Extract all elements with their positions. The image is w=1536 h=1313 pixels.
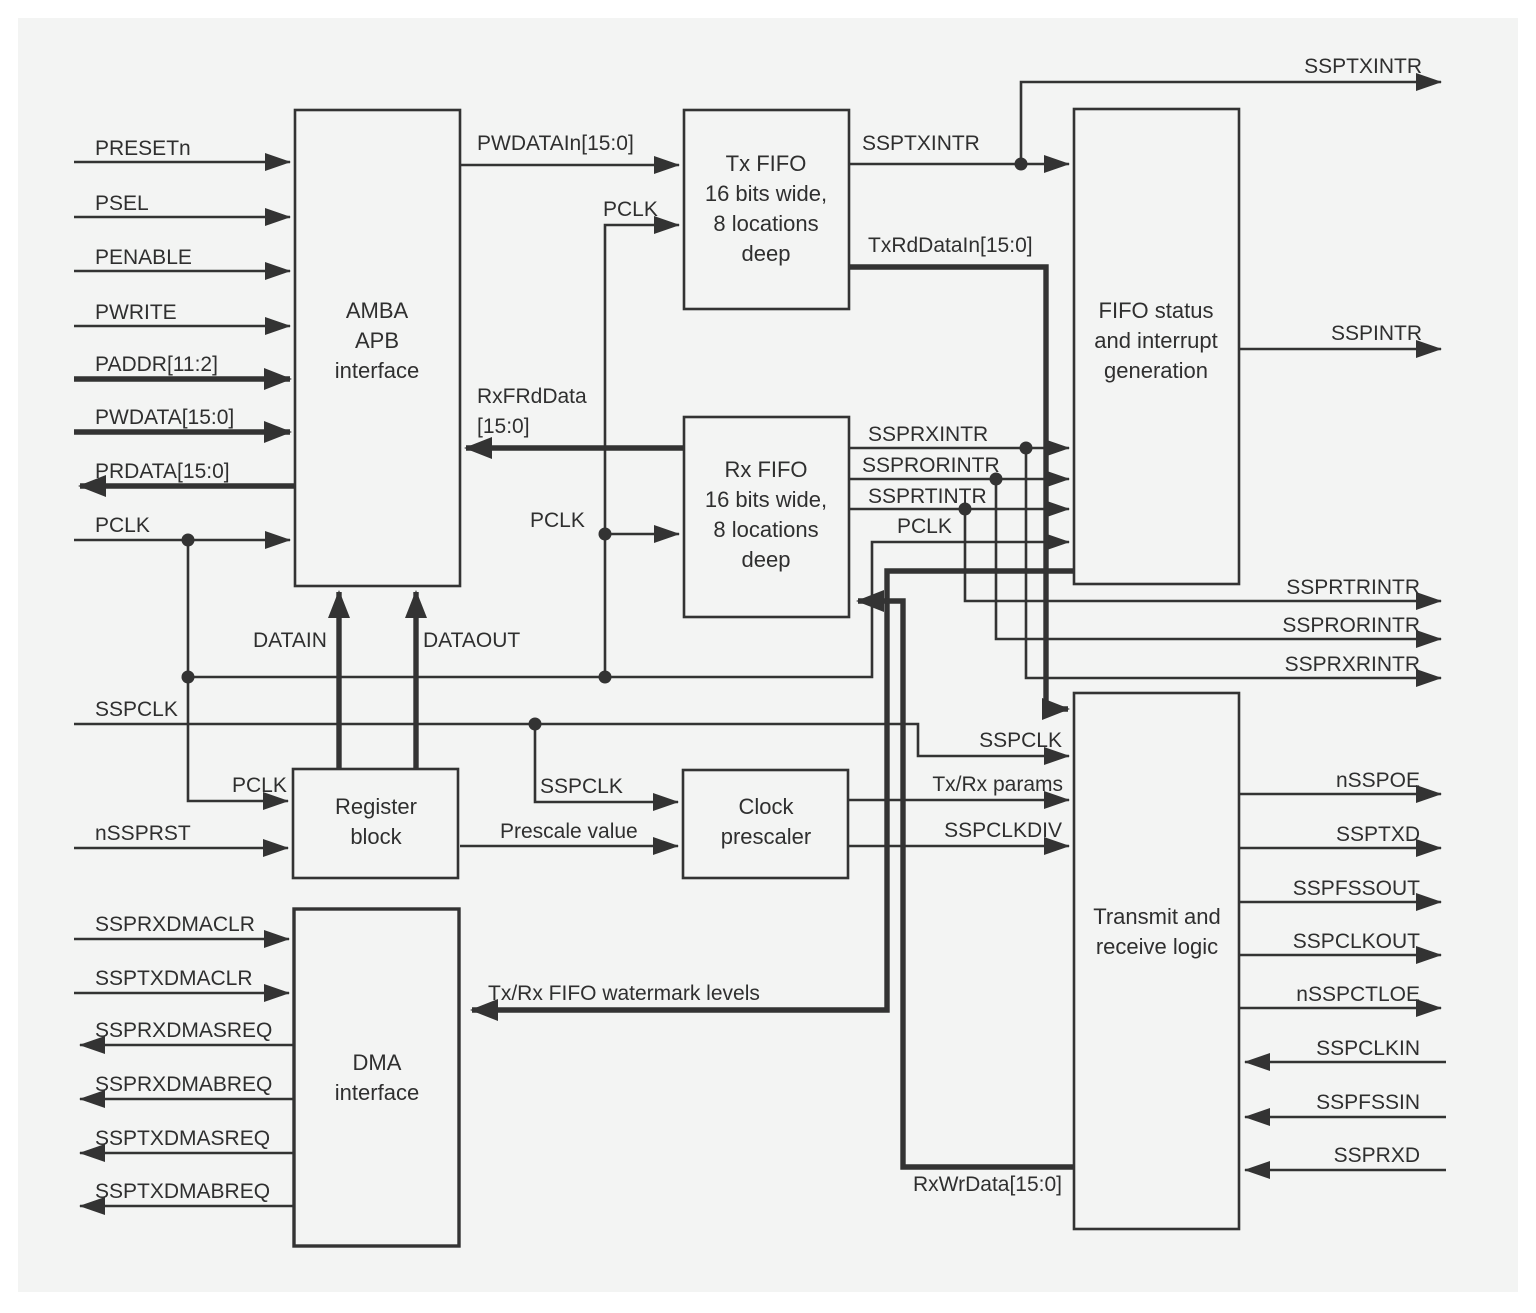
block-amba-apb-interface — [295, 110, 460, 586]
block-label: receive logic — [1095, 934, 1219, 959]
block-label: Register — [335, 794, 417, 819]
signal-label-pwdata: PWDATA[15:0] — [95, 406, 235, 429]
signal-label-nssprst: nSSPRST — [95, 822, 191, 845]
signal-label-nsspoe: nSSPOE — [1335, 769, 1420, 792]
block-label: deep — [741, 241, 791, 266]
block-label: Tx FIFO — [725, 151, 807, 176]
signal-label-ssprxrintr-out: SSPRXRINTR — [1284, 653, 1420, 676]
block-label: prescaler — [720, 824, 812, 849]
signal-label-sspclkout: SSPCLKOUT — [1292, 930, 1420, 953]
signal-label-pclk-reg: PCLK — [232, 774, 287, 797]
block-tx-fifo — [684, 110, 849, 309]
block-register — [293, 769, 458, 878]
signal-label-ssptxd: SSPTXD — [1335, 823, 1420, 846]
signal-label-pclk-rx: PCLK — [530, 509, 585, 532]
block-label: FIFO status — [1098, 298, 1214, 323]
junction-dot — [599, 671, 612, 684]
signal-label-sspclkin: SSPCLKIN — [1316, 1037, 1420, 1060]
signal-label-sspintr: SSPINTR — [1330, 322, 1422, 345]
signal-label-paddr: PADDR[11:2] — [95, 353, 218, 376]
signal-label-sspfssout: SSPFSSOUT — [1292, 877, 1420, 900]
signal-label-rxfrddata-2: [15:0] — [477, 415, 530, 438]
signal-label-dataout: DATAOUT — [423, 629, 521, 652]
signal-label-ssprorintr: SSPRORINTR — [862, 454, 1000, 477]
signal-label-sspclkdiv: SSPCLKDIV — [944, 819, 1062, 842]
signal-label-sspclk-presc: SSPCLK — [540, 775, 623, 798]
signal-label-sspclk-right: SSPCLK — [979, 729, 1062, 752]
block-label: 8 locations — [713, 517, 819, 542]
signal-label-ssptxdmabreq: SSPTXDMABREQ — [95, 1180, 271, 1203]
junction-dot — [182, 671, 195, 684]
block-label: DMA — [352, 1050, 402, 1075]
signal-label-prescale-value: Prescale value — [500, 820, 638, 843]
block-rx-fifo — [684, 417, 849, 617]
signal-label-presetn: PRESETn — [95, 137, 191, 160]
signal-label-ssptxintr-mid: SSPTXINTR — [862, 132, 980, 155]
block-label: interface — [334, 1080, 420, 1105]
signal-label-sspfssin: SSPFSSIN — [1316, 1091, 1420, 1114]
block-label: and interrupt — [1094, 328, 1218, 353]
signal-label-ssprxdmasreq: SSPRXDMASREQ — [95, 1019, 273, 1042]
signal-label-ssprorintr-out: SSPRORINTR — [1282, 614, 1420, 637]
block-label: generation — [1104, 358, 1208, 383]
signal-label-ssptxintr-out: SSPTXINTR — [1304, 55, 1422, 78]
signal-label-ssprxintr: SSPRXINTR — [868, 423, 989, 446]
signal-label-txrddatain: TxRdDataIn[15:0] — [868, 234, 1033, 257]
block-label: Clock — [738, 794, 794, 819]
signal-label-ssptxdmaclr: SSPTXDMACLR — [95, 967, 253, 990]
block-label: interface — [334, 358, 420, 383]
signal-label-ssprtrintr-out: SSPRTRINTR — [1286, 576, 1420, 599]
junction-dot — [182, 534, 195, 547]
block-clock-prescaler — [683, 770, 848, 878]
signal-label-rxfrddata-1: RxFRdData — [477, 385, 587, 408]
signal-label-nsspctloe: nSSPCTLOE — [1296, 983, 1420, 1006]
signal-label-ssprxd: SSPRXD — [1333, 1144, 1420, 1167]
junction-dot — [1020, 442, 1033, 455]
signal-label-ssptxdmasreq: SSPTXDMASREQ — [95, 1127, 271, 1150]
signal-label-watermark: Tx/Rx FIFO watermark levels — [488, 982, 760, 1005]
signal-label-pclk: PCLK — [95, 514, 150, 537]
signal-label-pwrite: PWRITE — [95, 301, 177, 324]
block-fifo-status-interrupt — [1074, 109, 1239, 584]
signal-label-sspclk: SSPCLK — [95, 698, 178, 721]
block-label: 16 bits wide, — [704, 181, 828, 206]
signal-label-psel: PSEL — [95, 192, 149, 215]
block-label: APB — [354, 328, 400, 353]
block-label: 8 locations — [713, 211, 819, 236]
block-label: block — [350, 824, 402, 849]
signal-label-penable: PENABLE — [95, 246, 192, 269]
junction-dot — [599, 528, 612, 541]
junction-dot — [529, 718, 542, 731]
signal-label-pwdatain: PWDATAIn[15:0] — [477, 132, 634, 155]
signal-label-ssprtintr: SSPRTINTR — [868, 485, 987, 508]
block-dma-interface — [294, 909, 459, 1246]
signal-label-pclk-tx: PCLK — [603, 198, 658, 221]
signal-label-ssprxdmabreq: SSPRXDMABREQ — [95, 1073, 273, 1096]
block-transmit-receive-logic — [1074, 693, 1239, 1229]
block-label: Transmit and — [1093, 904, 1221, 929]
junction-dot — [1015, 158, 1028, 171]
signal-label-txrx-params: Tx/Rx params — [932, 773, 1063, 796]
block-label: deep — [741, 547, 791, 572]
block-label: AMBA — [345, 298, 409, 323]
signal-label-datain: DATAIN — [253, 629, 327, 652]
signal-label-ssprxdmaclr: SSPRXDMACLR — [95, 913, 255, 936]
block-label: 16 bits wide, — [704, 487, 828, 512]
signal-label-rxwrdata: RxWrData[15:0] — [913, 1173, 1062, 1196]
block-label: Rx FIFO — [724, 457, 808, 482]
signal-label-prdata: PRDATA[15:0] — [95, 460, 230, 483]
signal-label-pclk-fifo: PCLK — [897, 515, 952, 538]
